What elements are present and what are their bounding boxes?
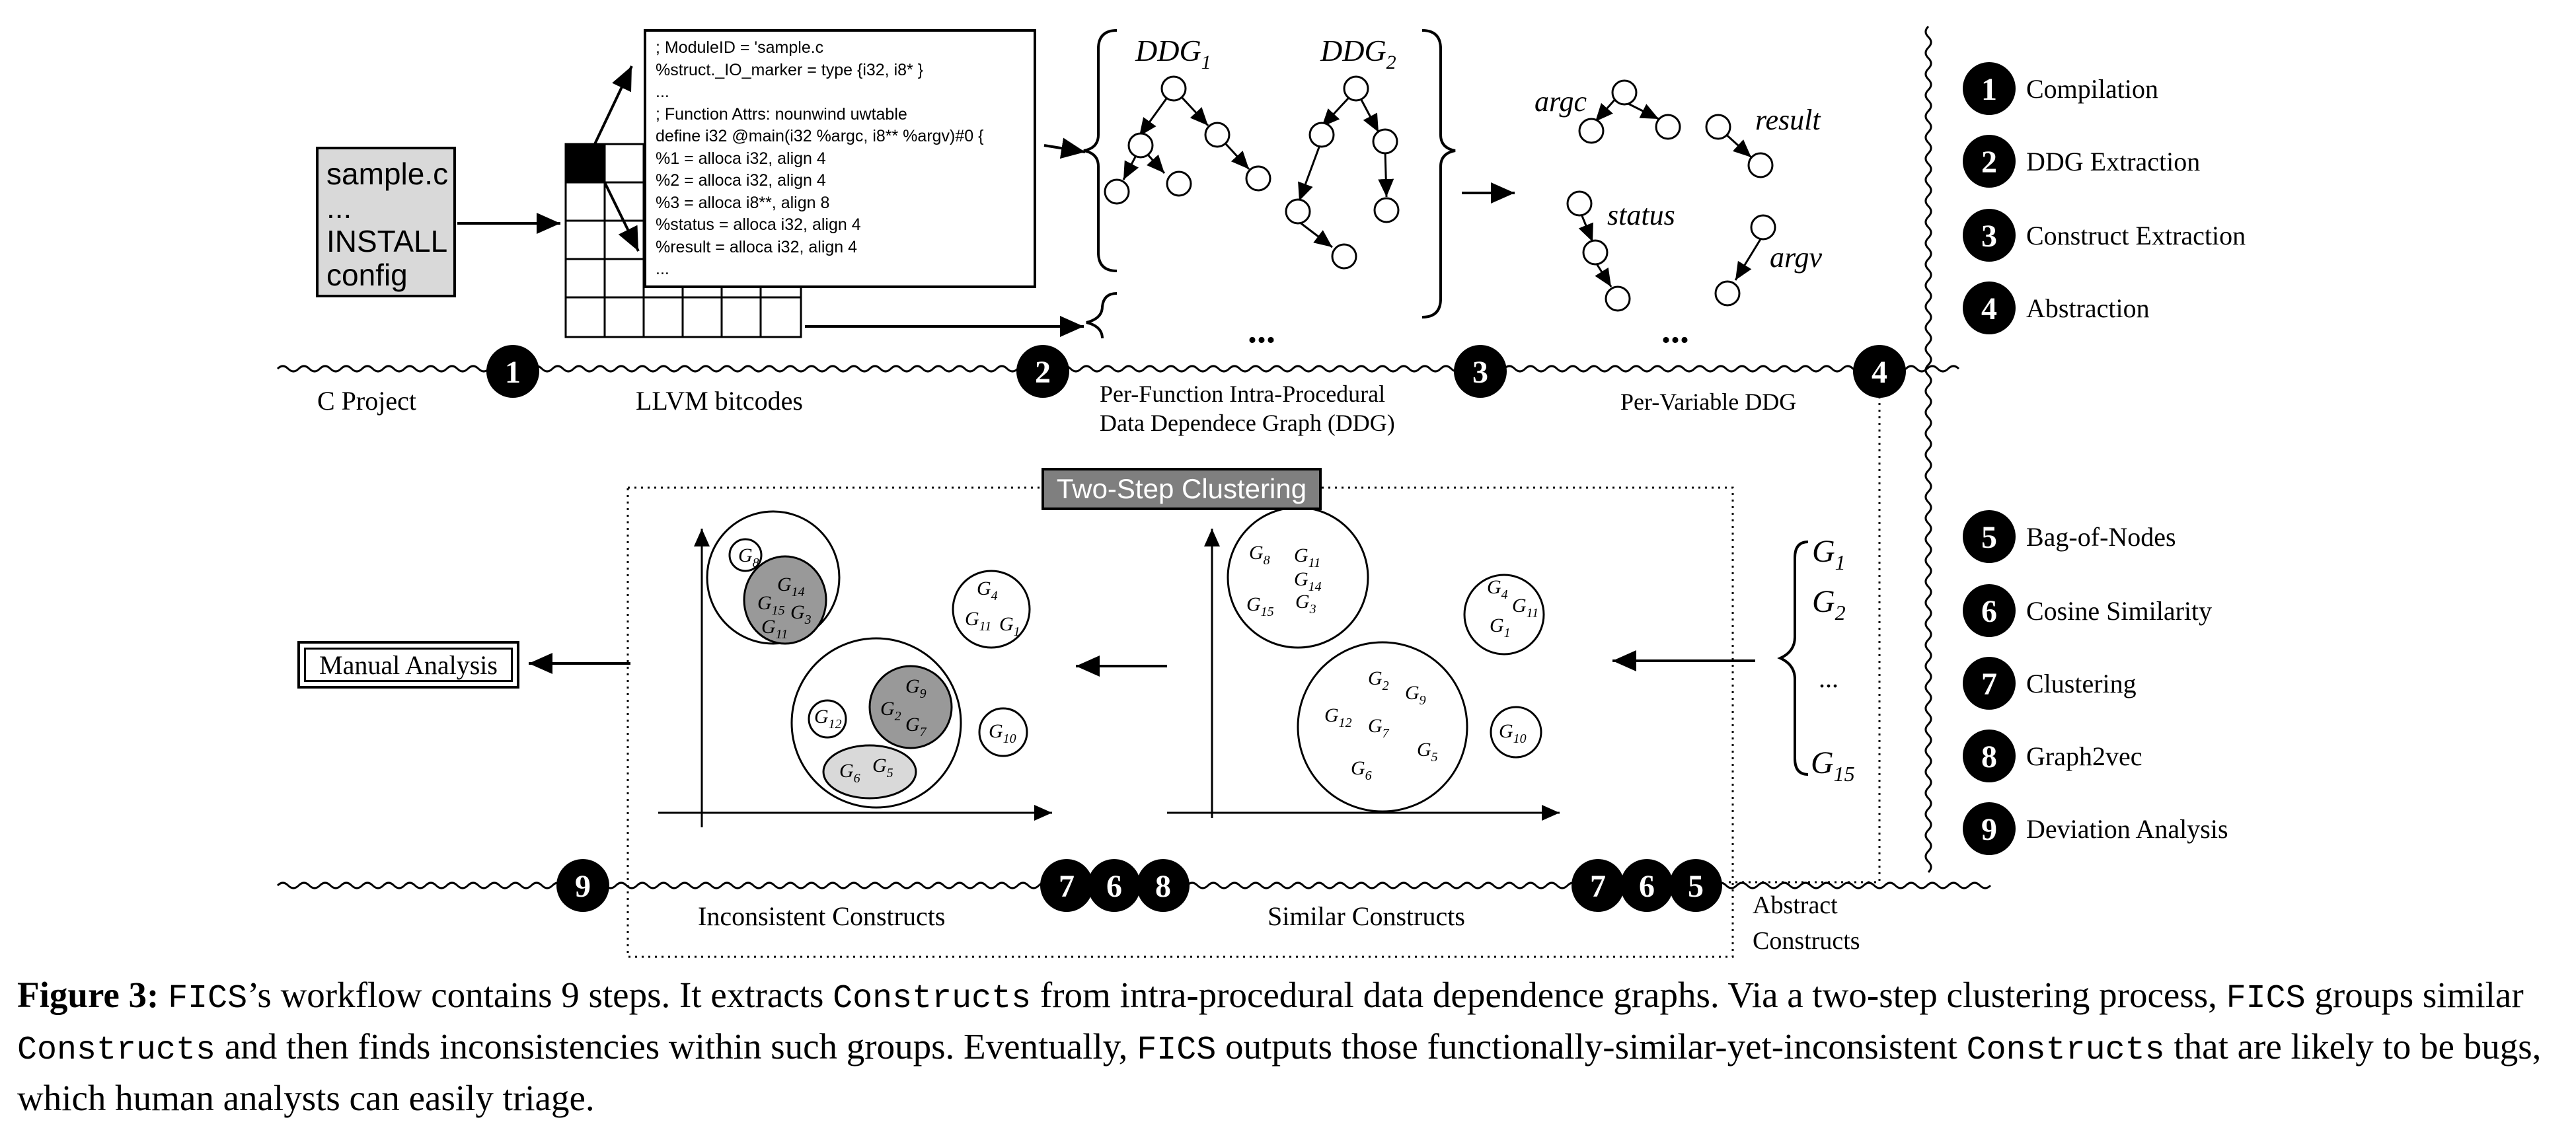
ir-line: ... (656, 83, 669, 101)
diagram-label: argv (1770, 241, 1823, 274)
diagram-label: $G_6$ (1351, 757, 1372, 783)
source-file-name: sample.c (326, 157, 449, 191)
diagram-label: $G_{11}$ (761, 616, 788, 642)
stage-abstract-2: Constructs (1753, 927, 1860, 955)
source-install: INSTALL (326, 224, 448, 258)
diagram-label: $G_1$ (1490, 615, 1511, 640)
diagram-label: argc (1534, 85, 1587, 118)
diagram-label: 6 (1106, 869, 1122, 904)
ddg1-title: $DDG_1$ (1135, 34, 1211, 73)
manual-analysis-box (297, 641, 519, 689)
diagram-label: $G_{11}$ (1512, 595, 1539, 620)
diagram-label: status (1607, 199, 1675, 231)
diagram-label: 6 (1981, 594, 1997, 629)
caption-figure-label: Figure 3: (17, 975, 159, 1015)
ddg-right-brace (1422, 30, 1455, 317)
legend-label: Bag-of-Nodes (2026, 522, 2176, 552)
diagram-label: $G_2$ (1812, 584, 1846, 624)
diagram-label: 7 (1590, 869, 1606, 904)
diagram-label: $G_{11}$ (1294, 544, 1321, 570)
diagram-label: 7 (1981, 667, 1997, 702)
diagram-label: $G_2$ (1368, 667, 1389, 693)
c-source-box (316, 147, 456, 297)
diagram-label: 1 (1981, 72, 1997, 107)
diagram-label: $G_{15}$ (1811, 745, 1855, 786)
stage-per-var: Per-Variable DDG (1620, 389, 1797, 415)
legend-label: Cosine Similarity (2026, 596, 2213, 626)
diagram-label: ... (1819, 663, 1838, 693)
diagram-label: 2 (1035, 355, 1051, 390)
legend-label: Construct Extraction (2026, 221, 2246, 250)
dotted-feedback-line (1725, 396, 1879, 882)
diagram-label: $G_3$ (1295, 591, 1316, 617)
ir-line: %status = alloca i32, align 4 (656, 215, 861, 234)
ir-line: %2 = alloca i32, align 4 (656, 171, 826, 190)
ir-line: %1 = alloca i32, align 4 (656, 149, 826, 168)
stage-c-project: C Project (317, 386, 416, 416)
diagram-label: 6 (1639, 869, 1655, 904)
ir-line: ; ModuleID = 'sample.c (656, 38, 824, 57)
diagram-label: $G_2$ (880, 698, 901, 724)
legend-label: DDG Extraction (2026, 147, 2201, 176)
diagram-label: 5 (1688, 869, 1704, 904)
legend-label: Abstraction (2026, 293, 2150, 323)
diagram-label: $G_1$ (1812, 534, 1846, 574)
g8-incon: $G_8$ (738, 544, 759, 570)
legend-label: Deviation Analysis (2026, 814, 2228, 844)
two-step-clustering-title: Two-Step Clustering (1042, 468, 1322, 510)
diagram-label: 9 (575, 869, 591, 904)
diagram-label: $G_7$ (1368, 715, 1389, 741)
manual-analysis-label: Manual Analysis (304, 648, 513, 682)
diagram-label: 1 (505, 355, 521, 390)
var-ellipsis: ... (1661, 310, 1689, 351)
ddg2-title: $DDG_2$ (1320, 34, 1396, 73)
diagram-label: $G_4$ (1487, 576, 1508, 602)
ir-line: %3 = alloca i8**, align 8 (656, 193, 830, 212)
diagram-label: 7 (1059, 869, 1075, 904)
legend-label: Graph2vec (2026, 741, 2142, 771)
ir-line: %result = alloca i32, align 4 (656, 237, 858, 256)
diagram-label: $G_{11}$ (965, 608, 992, 634)
diagram-label: $G_5$ (1417, 739, 1438, 765)
diagram-label: $G_8$ (1249, 542, 1270, 568)
legend-label: Clustering (2026, 669, 2137, 698)
figure-caption: Figure 3: FICS’s workflow contains 9 steps. It extracts Constructs from intra-procedural data dependence graphs. Via a two-step clustering process, FICS groups similar Constructs and then finds inconsistencies within such groups. Eventually, FICS outputs those functionally-similar-yet-inconsistent Constructs that are likely to be bugs, which human analysts can easily triage. (17, 975, 2542, 1118)
diagram-label: 8 (1155, 869, 1171, 904)
diagram-label: $G_5$ (872, 755, 893, 780)
ddg-left-brace (1084, 30, 1117, 271)
ir-line: ... (656, 260, 669, 278)
diagram-label: $G_7$ (905, 714, 927, 739)
diagram-label: 5 (1981, 520, 1997, 555)
diagram-label: $G_{15}$ (1246, 593, 1274, 619)
diagram-label: 9 (1981, 812, 1997, 847)
diagram-label: $G_{10}$ (989, 720, 1016, 746)
diagram-label: 3 (1472, 355, 1488, 390)
diagram-label: $G_3$ (790, 601, 812, 627)
diagram-label: $G_4$ (977, 578, 998, 603)
diagram-label: $G_9$ (905, 675, 927, 701)
stage-inconsistent: Inconsistent Constructs (698, 901, 946, 931)
stage-abstract-1: Abstract (1753, 891, 1838, 919)
llvm-ir-box (644, 29, 1036, 288)
ddg1-graph (1105, 77, 1270, 204)
ir-line: define i32 @main(i32 %argc, i8** %argv)#0 { (656, 127, 984, 145)
diagram-label: 3 (1981, 219, 1997, 254)
diagram-label: $G_{10}$ (1499, 720, 1527, 746)
abstract-brace (1780, 542, 1808, 774)
stage-llvm: LLVM bitcodes (636, 386, 803, 416)
diagram-label: $G_{14}$ (1294, 568, 1322, 594)
legend-label: Compilation (2026, 74, 2158, 104)
diagram-label: $G_6$ (839, 760, 860, 786)
ddg-ellipsis: ... (1248, 310, 1275, 351)
diagram-label: $G_1$ (999, 613, 1020, 639)
stage-ddg-line1: Per-Function Intra-Procedural (1100, 381, 1386, 407)
ir-line: ; Function Attrs: nounwind uwtable (656, 104, 907, 124)
diagram-label: result (1755, 104, 1821, 136)
var-graphs (1568, 81, 1775, 311)
diagram-label: $G_{14}$ (777, 574, 805, 599)
diagram-label: 4 (1872, 355, 1887, 390)
small-brace (1086, 293, 1117, 338)
diagram-label: $G_9$ (1405, 682, 1426, 708)
source-ellipsis: ... (326, 190, 352, 225)
ddg2-graph (1286, 77, 1398, 268)
diagram-label: $G_{15}$ (757, 592, 785, 618)
ir-line: %struct._IO_marker = type {i32, i8* } (656, 60, 924, 79)
diagram-label: $G_{12}$ (814, 706, 842, 732)
stage-similar: Similar Constructs (1268, 901, 1465, 931)
diagram-label: 8 (1981, 739, 1997, 774)
diagram-label: 2 (1981, 145, 1997, 180)
diagram-label: $G_{12}$ (1324, 704, 1352, 730)
wavy-separator-vertical (1926, 26, 1931, 872)
source-config: config (326, 258, 408, 292)
diagram-label: 4 (1981, 291, 1997, 326)
stage-ddg-line2: Data Dependece Graph (DDG) (1100, 410, 1395, 436)
